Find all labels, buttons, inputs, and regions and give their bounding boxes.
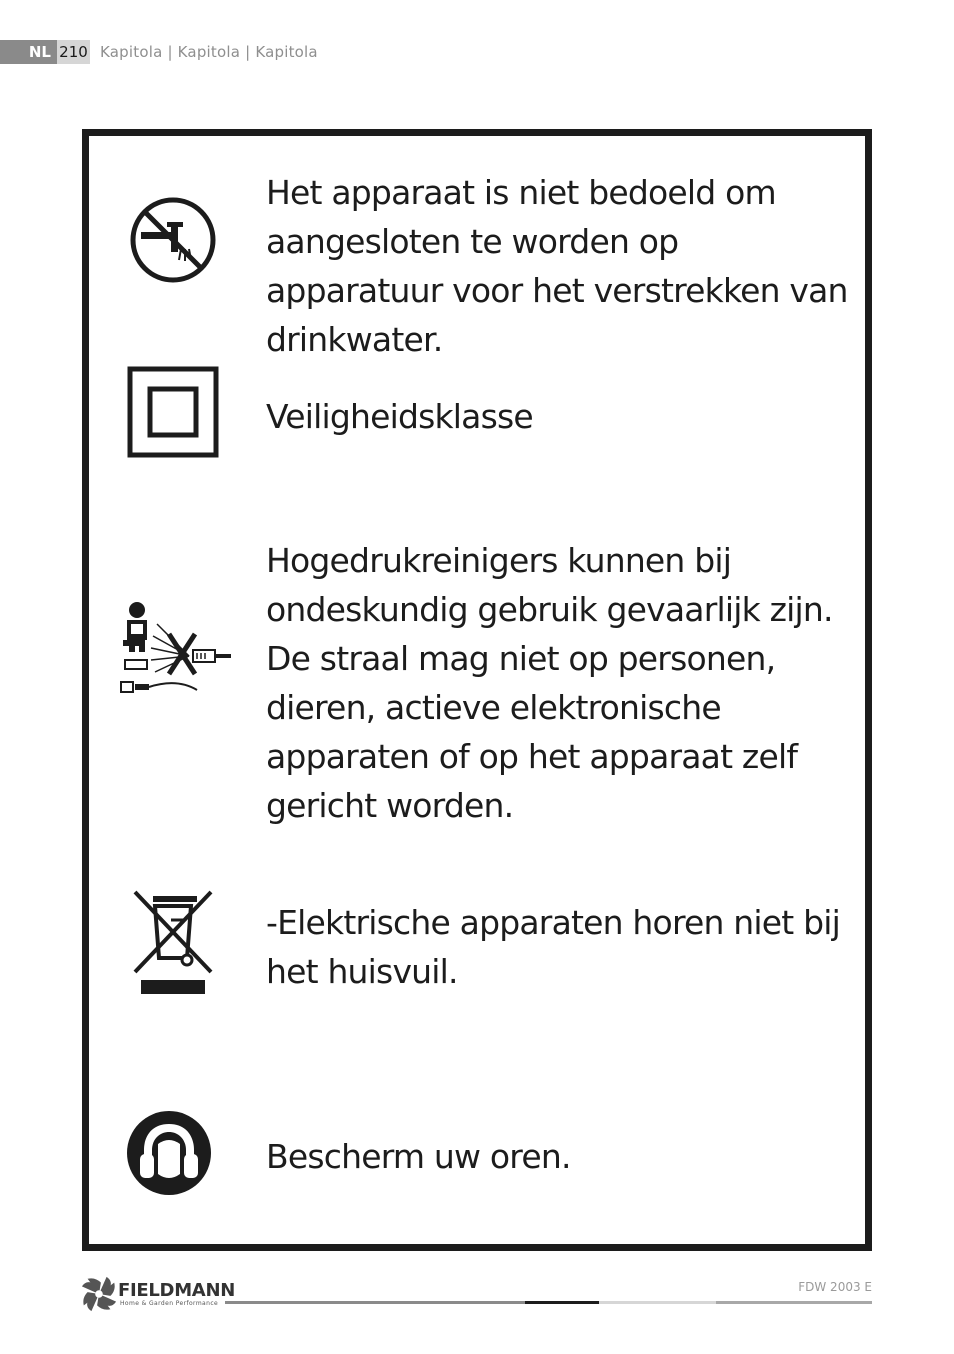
model-number: FDW 2003 E bbox=[798, 1280, 872, 1294]
fieldmann-logo-icon bbox=[80, 1275, 118, 1313]
brand-tagline: Home & Garden Performance bbox=[120, 1300, 219, 1307]
do-not-spray-people-animals-electronics-icon bbox=[117, 598, 237, 708]
symbol-text-no-drinking-water: Het apparaat is niet bedoeld om aangesloten te worden op apparatuur voor het verstrekken van drinkwater. bbox=[266, 173, 848, 359]
symbols-frame bbox=[82, 129, 872, 1251]
footer-rule-gray bbox=[225, 1301, 525, 1304]
class-ii-double-insulation-icon bbox=[127, 366, 219, 458]
footer-rule-mid bbox=[716, 1301, 872, 1304]
symbol-text-ear-protection: Bescherm uw oren. bbox=[266, 1137, 571, 1176]
breadcrumb: Kapitola | Kapitola | Kapitola bbox=[100, 43, 318, 61]
page-number: 210 bbox=[57, 40, 90, 64]
page-header bbox=[0, 40, 318, 64]
symbol-text-do-not-spray: Hogedrukreinigers kunnen bij ondeskundig gebruik gevaarlijk zijn. De straal mag niet op personen, dieren, actieve elektronische apparaten of op het apparaat zelf gericht worden. bbox=[266, 541, 833, 825]
language-tab: NL bbox=[0, 40, 57, 64]
ear-protection-icon bbox=[126, 1110, 212, 1196]
symbol-text-safety-class: Veiligheidsklasse bbox=[266, 397, 533, 436]
crossed-out-wheelie-bin-icon bbox=[127, 888, 219, 1000]
footer-rule-dark bbox=[525, 1301, 599, 1304]
symbol-text-weee: -Elektrische apparaten horen niet bij het huisvuil. bbox=[266, 903, 840, 991]
no-drinking-water-icon bbox=[127, 194, 219, 286]
brand-name: FIELDMANN bbox=[118, 1280, 235, 1301]
footer-rule-light bbox=[599, 1301, 716, 1304]
